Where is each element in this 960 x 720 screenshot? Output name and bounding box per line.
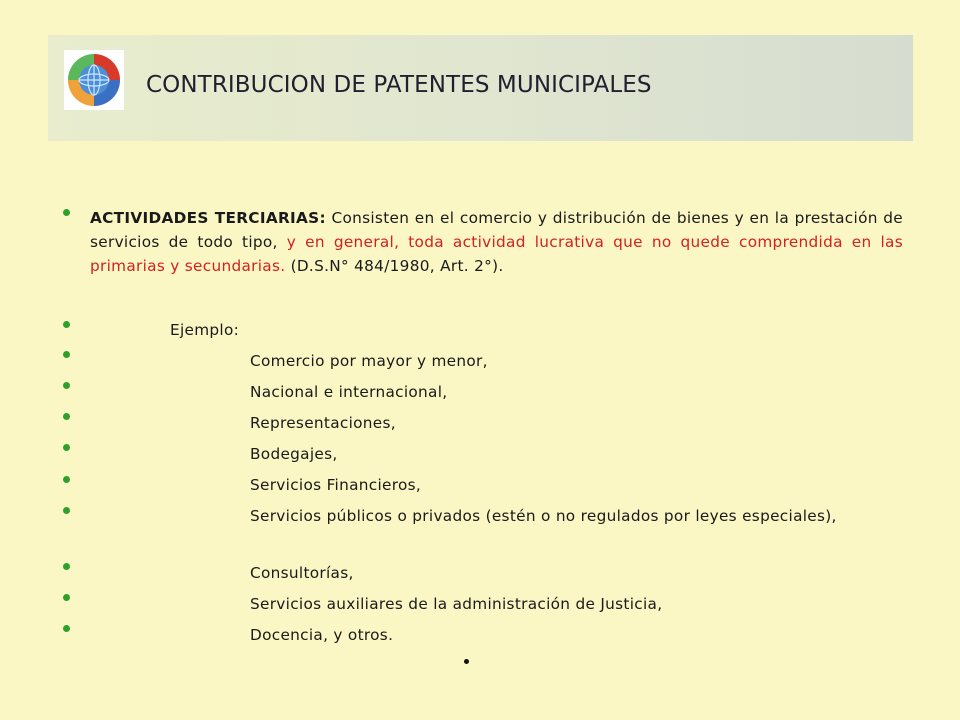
definition-lead: ACTIVIDADES TERCIARIAS: [90,209,326,227]
bullet-icon [63,476,70,483]
globe-hands-logo-icon [64,50,124,110]
bullet-icon [63,444,70,451]
bullet-icon [63,563,70,570]
page-title: CONTRIBUCION DE PATENTES MUNICIPALES [146,72,652,98]
definition-paragraph [90,206,903,278]
bullet-icon [63,351,70,358]
list-item: Representaciones, [250,414,396,432]
definition-reference: (D.S.N° 484/1980, Art. 2°). [285,257,504,275]
list-item: Nacional e internacional, [250,383,448,401]
list-item: Servicios Financieros, [250,476,422,494]
list-item: Servicios auxiliares de la administración de Justicia, [250,595,663,613]
bullet-icon [63,209,70,216]
bullet-icon [63,507,70,514]
list-item: Comercio por mayor y menor, [250,352,488,370]
list-item: Servicios públicos o privados (estén o no regulados por leyes especiales), [250,507,837,525]
definition-text: Consisten en el comercio y distribución de bienes y en la prestación de servicios de todo tipo, [90,209,903,251]
list-item: Bodegajes, [250,445,338,463]
definition-highlight: y en general, toda actividad lucrativa que no quede comprendida en las primarias y secundarias. [90,233,903,275]
example-label: Ejemplo: [170,321,240,339]
list-item: Docencia, y otros. [250,626,394,644]
bullet-icon [63,413,70,420]
bullet-icon [63,382,70,389]
empty-bullet-icon [464,659,469,664]
bullet-icon [63,594,70,601]
bullet-icon [63,625,70,632]
title-banner [48,35,913,141]
list-item: Consultorías, [250,564,354,582]
bullet-icon [63,321,70,328]
